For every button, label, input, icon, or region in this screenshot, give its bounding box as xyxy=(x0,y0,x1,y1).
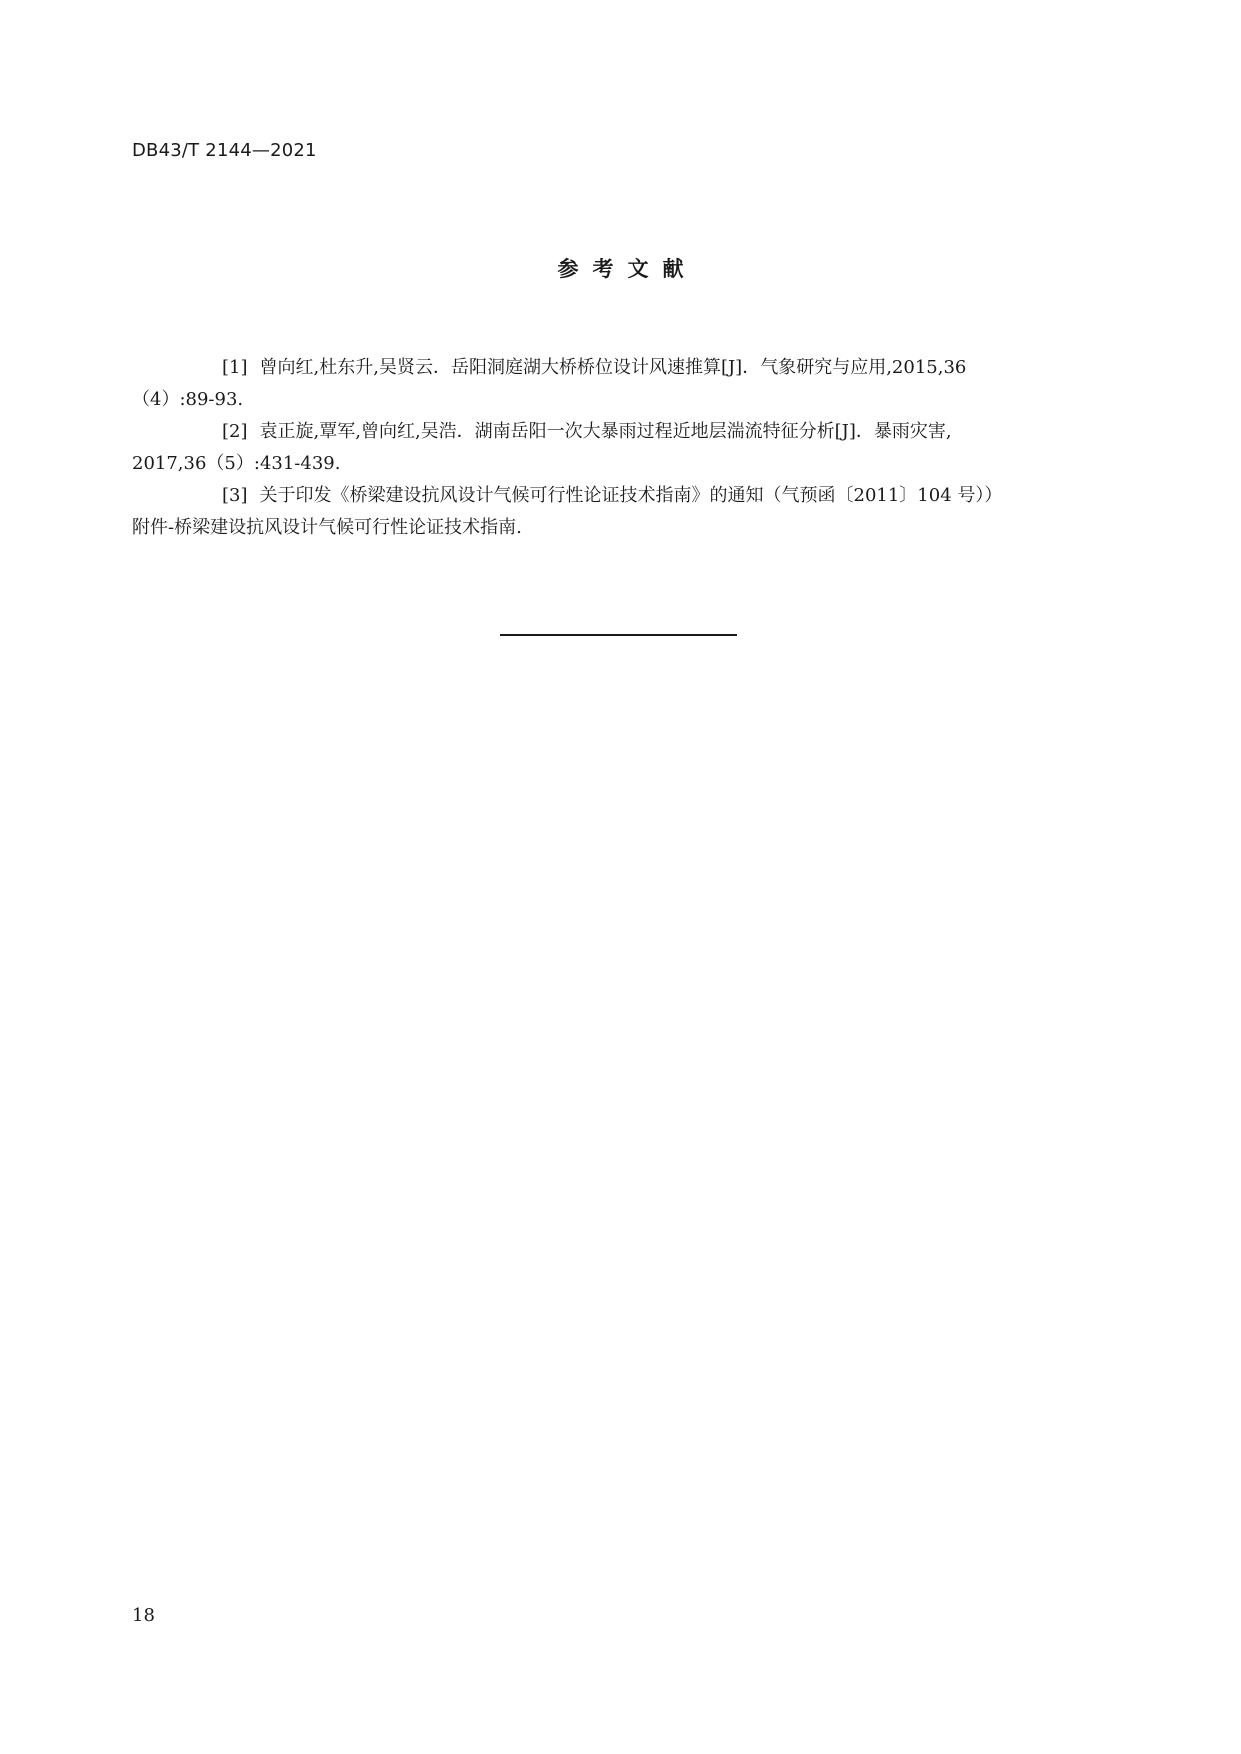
reference-number: [3] xyxy=(222,485,248,506)
section-title: 参考文献 xyxy=(557,257,698,281)
reference-line xyxy=(132,352,1110,384)
reference-text: 关于印发《桥梁建设抗风设计气候可行性论证技术指南》的通知（气预函〔2011〕104 号）） xyxy=(259,485,1003,506)
reference-continuation: 2017,36（5）:431-439. xyxy=(132,453,341,474)
reference-item-1 xyxy=(132,352,1110,416)
reference-text: 袁正旋,覃军,曾向红,吴浩．湖南岳阳一次大暴雨过程近地层湍流特征分析[J]．暴雨灾害, xyxy=(259,421,952,442)
reference-list xyxy=(132,352,1110,544)
reference-continuation: （4）:89-93. xyxy=(132,389,244,410)
reference-item-2 xyxy=(132,416,1110,480)
reference-number: [1] xyxy=(222,357,248,378)
reference-item-3 xyxy=(132,480,1110,544)
reference-number: [2] xyxy=(222,421,248,442)
reference-line xyxy=(132,480,1110,512)
page-number: 18 xyxy=(132,1605,155,1626)
end-rule-divider xyxy=(500,634,737,636)
reference-continuation: 附件-桥梁建设抗风设计气候可行性论证技术指南. xyxy=(132,517,522,538)
standard-code: DB43/T 2144—2021 xyxy=(132,140,317,161)
reference-text: 曾向红,杜东升,吴贤云．岳阳洞庭湖大桥桥位设计风速推算[J]．气象研究与应用,2015,36 xyxy=(259,357,967,378)
reference-line xyxy=(132,416,1110,448)
